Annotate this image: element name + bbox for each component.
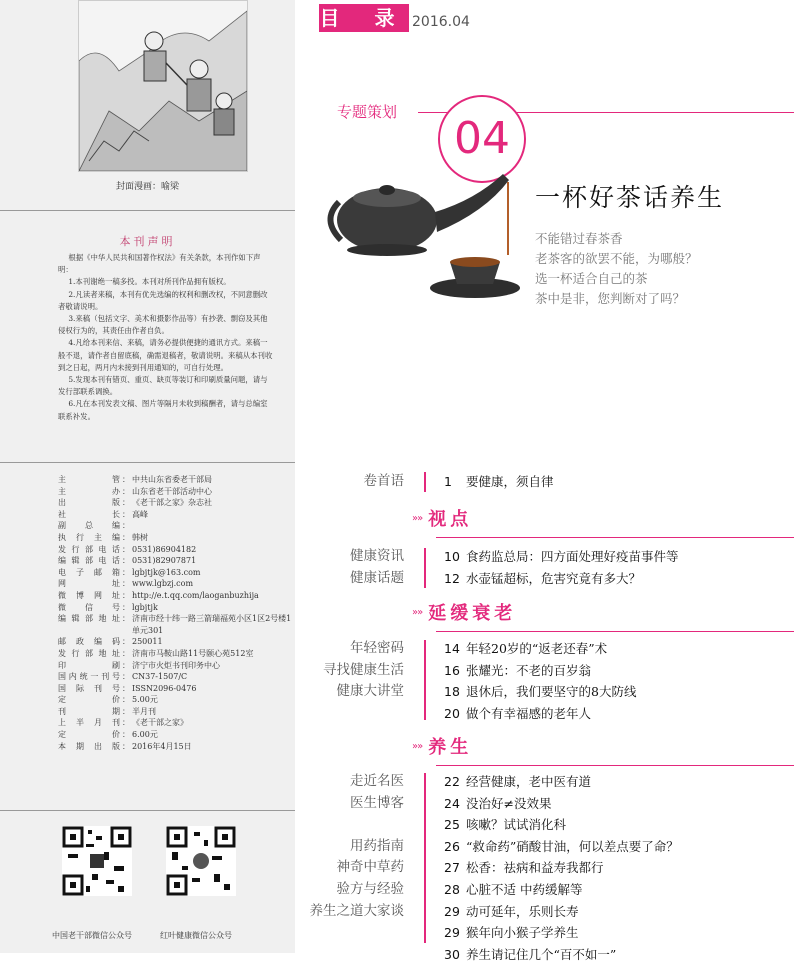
info-label: 网址 [58, 579, 120, 589]
section-divider [436, 537, 794, 538]
info-row [58, 660, 293, 672]
toc-item[interactable] [444, 681, 636, 703]
info-separator: ： [122, 579, 130, 589]
notice-title: 本刊声明 [119, 235, 176, 248]
toc-page-number: 10 [444, 549, 460, 564]
left-column [0, 0, 295, 953]
notice-paragraph: 6.凡在本刊发表文稿、图片等隔月未收到稿酬者，请与总编室联系补发。 [58, 399, 268, 421]
notice-body [58, 252, 273, 423]
info-row [58, 683, 293, 695]
toc-category [310, 814, 405, 836]
info-row [58, 486, 293, 498]
info-value: lgbjtjk [132, 602, 158, 612]
issue-date: 2016.04 [412, 14, 470, 30]
cover-caption: 封面漫画：喻梁 [115, 182, 179, 192]
divider [0, 462, 295, 463]
info-label: 出版 [58, 498, 120, 508]
info-label: 印刷 [58, 660, 120, 670]
info-separator: ： [122, 498, 130, 508]
toc-category: 验方与经验 [336, 880, 404, 897]
info-row [58, 602, 293, 614]
info-value: 5.00元 [132, 695, 158, 705]
info-label: 微信号 [58, 602, 120, 612]
section-divider [436, 765, 794, 766]
info-separator: ： [122, 475, 130, 484]
info-separator: ： [122, 660, 130, 670]
qr-code-left [62, 826, 132, 896]
arrows-icon: »» [412, 740, 423, 752]
info-separator: ： [122, 532, 130, 542]
toc-category: 走近名医 [350, 773, 404, 789]
info-row [58, 532, 293, 544]
info-label: 编辑部地址 [58, 614, 120, 624]
toc-page-number: 24 [444, 795, 460, 811]
toc-item-title: 退休后，我们要坚守的8大防线 [466, 684, 637, 700]
toc-category-list [364, 471, 405, 493]
info-row [58, 613, 293, 636]
info-value: 中共山东省委老干部局 [132, 475, 212, 484]
info-separator: ： [122, 521, 130, 531]
info-label: 国内统一刊号 [58, 672, 120, 682]
toc-category: 年轻密码 [350, 640, 404, 656]
feature-title: 一杯好茶话养生 [535, 183, 725, 212]
info-row [58, 497, 293, 509]
toc-item-title: 猴年向小猴子学养生 [466, 925, 579, 941]
info-row [58, 636, 293, 648]
section-divider [436, 631, 794, 632]
toc-page-number: 26 [444, 838, 460, 854]
info-row [58, 648, 293, 660]
qr-icon [166, 826, 236, 896]
toc-category: 养生之道大家谈 [309, 902, 404, 919]
toc-item-title: 咳嗽？试试消化科 [466, 817, 567, 833]
toc-item-title: 要健康，须自律 [466, 474, 554, 489]
toc-category: 用药指南 [350, 837, 404, 854]
info-row [58, 706, 293, 718]
info-value: 《老干部之家》 [132, 718, 188, 728]
info-value: 0531)82907871 [132, 556, 197, 566]
toc-page-number: 25 [444, 817, 460, 833]
info-separator: ： [122, 486, 130, 496]
arrows-icon: »» [412, 512, 423, 524]
qr-icon [62, 826, 132, 896]
toc-item[interactable] [444, 703, 636, 725]
section-header [412, 599, 516, 625]
info-value: 韩树 [132, 532, 148, 542]
info-label: 执行主编 [58, 532, 120, 542]
info-separator: ： [122, 614, 130, 624]
info-value: 高峰 [132, 509, 148, 519]
toc-page-number: 27 [444, 860, 460, 876]
toc-category-list [323, 638, 404, 703]
toc-item-title: 没治好≠没效果 [466, 795, 552, 811]
info-separator: ： [122, 741, 130, 751]
info-value: 半月刊 [132, 706, 156, 716]
toc-page-number: 20 [444, 705, 460, 721]
toc-item-title: 水壶锰超标，危害究竟有多大？ [466, 570, 642, 586]
info-value: CN37-1507/C [132, 672, 188, 682]
toc-category: 健康大讲堂 [336, 683, 404, 700]
divider [0, 810, 295, 811]
info-label: 微博网址 [58, 590, 120, 600]
info-value: 济南市经十纬一路三箭瑞福苑小区1区2号楼1单元301 [132, 614, 292, 635]
toc-item[interactable] [444, 814, 679, 836]
toc-item[interactable] [444, 836, 679, 858]
section-header [412, 505, 472, 531]
toc-items [444, 771, 679, 965]
toc-item[interactable] [444, 568, 679, 590]
toc-page-number: 14 [444, 641, 460, 656]
divider [0, 210, 295, 211]
notice-paragraph: 3.来稿（包括文字、美术和摄影作品等）有抄袭、剽窃及其他侵权行为的，其责任由作者自负。 [58, 314, 268, 336]
toc-item[interactable] [444, 879, 679, 901]
toc-page-number: 1 [444, 474, 452, 489]
toc-item[interactable] [444, 471, 554, 493]
toc-item-title: 心脏不适 中药缓解等 [466, 881, 583, 897]
info-row [58, 544, 293, 556]
info-label: 本期出版 [58, 741, 120, 751]
qr-code-right [166, 826, 236, 896]
info-value: 济南市马鞍山路11号颐心苑512室 [132, 648, 254, 658]
info-separator: ： [122, 706, 130, 716]
toc-item[interactable] [444, 660, 636, 682]
toc-item-title: 松香：祛病和益寿我都行 [466, 860, 604, 876]
info-row [58, 590, 293, 602]
toc-category: 健康话题 [350, 569, 404, 586]
info-separator: ： [122, 590, 130, 600]
info-separator: ： [122, 602, 130, 612]
info-separator: ： [122, 718, 130, 728]
info-separator: ： [122, 695, 130, 705]
toc-page-number: 28 [444, 881, 460, 897]
feature-subtitle: 不能错过春茶香 [535, 231, 623, 246]
info-row [58, 729, 293, 741]
info-value: 2016年4月15日 [132, 741, 192, 751]
info-row [58, 509, 293, 521]
info-row [58, 741, 293, 753]
info-label: 发行部地址 [58, 648, 120, 658]
info-row [58, 578, 293, 590]
toc-item-title: 年轻20岁的“返老还春”术 [466, 641, 608, 656]
info-row [58, 717, 293, 729]
toc-category: 神奇中草药 [336, 859, 404, 876]
notice-paragraph: 根据《中华人民共和国著作权法》有关条款，本刊作如下声明： [58, 253, 261, 275]
toc-category: 健康资讯 [350, 548, 404, 564]
toc-divider [424, 548, 426, 588]
toc-item[interactable] [444, 901, 679, 923]
qr-caption-right: 红叶健康微信公众号 [160, 931, 232, 940]
toc-category: 卷首语 [363, 473, 404, 489]
toc-category-list [310, 771, 405, 922]
info-row [58, 555, 293, 567]
info-value: http://e.t.qq.com/laoganbuzhija [132, 590, 259, 600]
notice-paragraph: 5.发现本刊有错页、重页、缺页等装订和印刷质量问题，请与发行部联系调换。 [58, 375, 268, 397]
toc-item-title: 食药监总局：四方面处理好疫苗事件等 [466, 549, 679, 564]
toc-divider [424, 472, 426, 492]
toc-page-number: 12 [444, 570, 460, 586]
toc-item-title: 张耀光：不老的百岁翁 [466, 662, 592, 678]
feature-subtitle: 选一杯适合自己的茶 [535, 271, 648, 286]
section-header [412, 733, 472, 759]
info-label: 国际刊号 [58, 683, 120, 693]
info-label: 社长 [58, 509, 120, 519]
info-row [58, 694, 293, 706]
info-separator: ： [122, 648, 130, 658]
teapot-illustration [325, 150, 535, 310]
feature-subtitle: 老茶客的欲罢不能，为哪般？ [535, 251, 698, 266]
toc-page-number: 30 [444, 946, 460, 962]
toc-item[interactable] [444, 638, 636, 660]
feature-page-number: 04 [454, 113, 510, 164]
info-value: 山东省老干部活动中心 [132, 486, 212, 496]
toc-divider [424, 640, 426, 720]
publication-info [58, 474, 293, 752]
info-separator: ： [122, 544, 130, 554]
info-label: 主管 [58, 475, 120, 484]
info-label: 定价 [58, 730, 120, 740]
feature-label: 专题策划 [337, 103, 398, 121]
info-separator: ： [122, 683, 130, 693]
info-label: 上半月刊 [58, 718, 120, 728]
info-row [58, 520, 293, 532]
info-label: 副总编 [58, 521, 120, 531]
info-value: www.lgbzj.com [132, 579, 194, 589]
info-label: 定价 [58, 695, 120, 705]
info-value: 250011 [132, 637, 163, 647]
toc-item[interactable] [444, 546, 679, 568]
info-separator: ： [122, 567, 130, 577]
info-label: 电子邮箱 [58, 567, 120, 577]
section-title: 视点 [428, 509, 473, 530]
cover-illustration [78, 0, 248, 172]
info-label: 邮政编码 [58, 637, 120, 647]
toc-item[interactable] [444, 857, 679, 879]
notice-paragraph: 4.凡给本刊来信、来稿，请务必提供便捷的通讯方式。来稿一般不退，请作者自留底稿，确需退稿者，敬请说明。来稿从本刊收到之日起，两月内未接到刊用通知的，可自行处理。 [58, 338, 273, 372]
toc-item-title: “救命药”硝酸甘油，何以差点要了命？ [466, 838, 679, 854]
toc-page-number: 16 [444, 662, 460, 678]
toc-page-number: 29 [444, 903, 460, 919]
info-row [58, 567, 293, 579]
section-title: 养生 [428, 737, 473, 758]
info-label: 编辑部电话 [58, 556, 120, 566]
toc-item[interactable] [444, 944, 679, 965]
info-label: 刊期 [58, 706, 120, 716]
toc-category-list [350, 546, 404, 589]
toc-item[interactable] [444, 922, 679, 944]
info-value: 济宁市火炬书刊印务中心 [132, 660, 220, 670]
page-title: 目 录 [319, 6, 409, 30]
toc-items [444, 638, 636, 724]
notice-paragraph: 2.凡读者来稿，本刊有优先选编的权利和删改权，不同意删改者敬请说明。 [58, 289, 268, 311]
info-separator: ： [122, 672, 130, 682]
toc-item-title: 养生请记住几个“百不如一” [466, 946, 617, 962]
toc-divider [424, 773, 426, 943]
toc-category: 寻找健康生活 [323, 661, 404, 678]
section-title: 延缓衰老 [428, 603, 517, 624]
toc-items [444, 471, 554, 493]
notice-paragraph: 1.本刊谢绝一稿多投。本刊对所刊作品拥有版权。 [68, 277, 231, 287]
toc-category: 医生博客 [350, 794, 404, 811]
info-separator: ： [122, 730, 130, 740]
feature-subtitles [535, 229, 698, 309]
toc-page-number: 18 [444, 684, 460, 700]
toc-item-title: 做个有幸福感的老年人 [466, 705, 592, 721]
toc-page-number: 22 [444, 774, 460, 789]
info-value: 《老干部之家》杂志社 [132, 498, 212, 508]
info-separator: ： [122, 637, 130, 647]
info-label: 主办 [58, 486, 120, 496]
info-row [58, 671, 293, 683]
toc-page-number: 29 [444, 925, 460, 941]
info-value: lgbjtjk@163.com [132, 567, 201, 577]
info-value [132, 520, 293, 532]
info-row [58, 474, 293, 486]
toc-item-title: 动可延年，乐则长寿 [466, 903, 579, 919]
info-value: ISSN2096-0476 [132, 683, 197, 693]
info-value: 0531)86904182 [132, 544, 197, 554]
feature-subtitle: 茶中是非，您判断对了吗？ [535, 291, 686, 306]
info-separator: ： [122, 556, 130, 566]
toc-item-title: 经营健康，老中医有道 [466, 774, 592, 789]
arrows-icon: »» [412, 606, 423, 618]
info-label: 发行部电话 [58, 544, 120, 554]
qr-caption-left: 中国老干部微信公众号 [52, 931, 132, 940]
info-separator: ： [122, 509, 130, 519]
info-value: 6.00元 [132, 730, 158, 740]
toc-item[interactable] [444, 793, 679, 815]
toc-item[interactable] [444, 771, 679, 793]
toc-items [444, 546, 679, 589]
